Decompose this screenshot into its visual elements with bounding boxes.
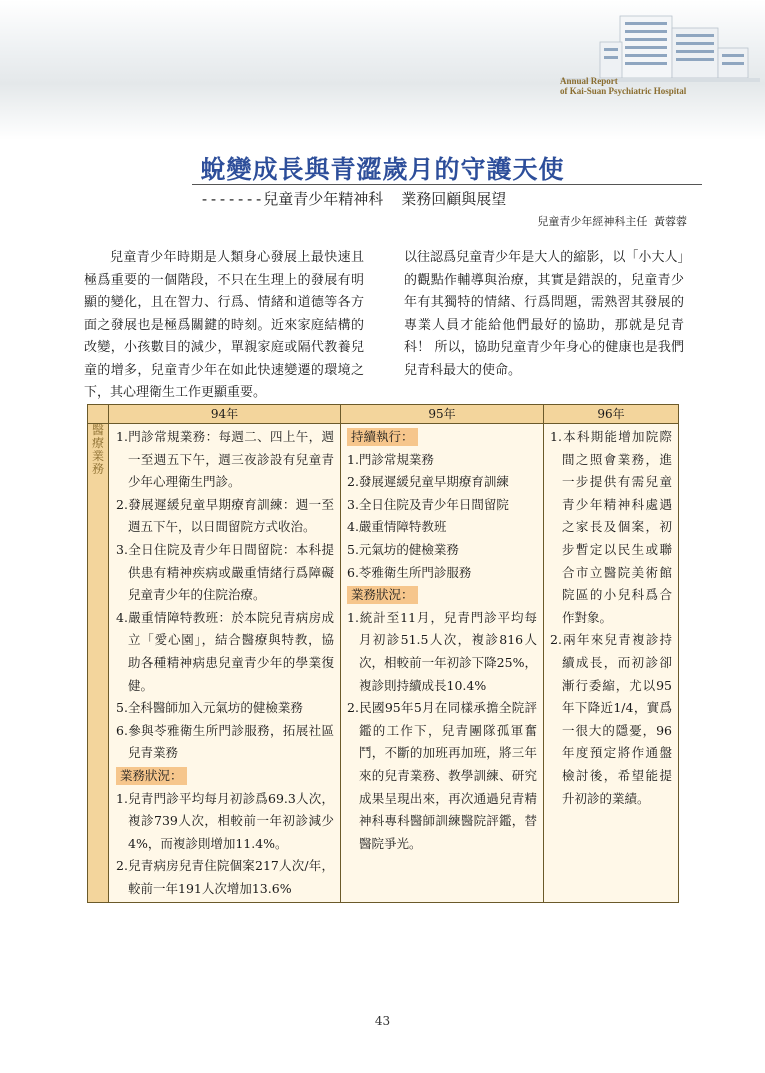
title-divider bbox=[192, 184, 702, 185]
table-header-row bbox=[88, 405, 679, 424]
list-item: 6.苓雅衛生所門診服務 bbox=[347, 564, 472, 580]
article-author: 兒童青少年經神科主任 黃蓉蓉 bbox=[537, 215, 687, 228]
list-item: 3.全日住院及青少年日間留院 bbox=[347, 496, 509, 512]
intro-paragraph-right: 以往認爲兒童青少年是大人的縮影，以「小大人」的觀點作輔導與治療，其實是錯誤的，兒童青少年有其獨特的情緒、行爲問題，需熟習其發展的專業人員才能給他們最好的協助，那就是兒青科！ 所以，協助兒童青少年身心的健康也是我們兒青科最大的使命。 bbox=[404, 250, 684, 378]
list-item: 2.發展遲緩兒童早期療育訓練：週一至週五下午，以日間留院方式收治。 bbox=[116, 496, 334, 535]
status-label-95: 業務狀況： bbox=[347, 586, 418, 604]
table-body-row bbox=[88, 424, 679, 903]
list-item: 1.統計至11月，兒青門診平均每月初診51.5人次，複診816人次，相較前一年初診下降25%，複診則持續成長10.4% bbox=[347, 609, 537, 693]
list-item: 1.門診常規業務 bbox=[347, 451, 434, 467]
column-95 bbox=[341, 424, 544, 903]
list-item: 4.嚴重情障特教班 bbox=[347, 519, 447, 535]
header-blank-cell bbox=[88, 405, 109, 424]
list-item: 6.參與苓雅衛生所門診服務，拓展社區兒青業務 bbox=[116, 722, 334, 761]
logo-line1: Annual Report bbox=[560, 76, 618, 86]
column-96 bbox=[544, 424, 679, 903]
list-item: 3.全日住院及青少年日間留院：本科提供患有精神疾病或嚴重情緒行爲障礙兒童青少年的住院治療。 bbox=[116, 541, 334, 603]
logo-line2: of Kai-Suan Psychiatric Hospital bbox=[560, 86, 687, 96]
list-item: 2.兩年來兒青複診持續成長，而初診卻漸行委縮，尤以95年下降近1/4，實爲一很大的隱憂，96年度預定將作通盤檢討後，希望能提升初診的業績。 bbox=[550, 632, 672, 806]
column-94 bbox=[109, 424, 341, 903]
status-label-94: 業務狀況： bbox=[116, 767, 187, 785]
section-label-text: 醫 療 業 務 bbox=[91, 423, 104, 476]
continue-label-95: 持續執行： bbox=[347, 428, 418, 446]
list-item: 5.全科醫師加入元氣坊的健檢業務 bbox=[116, 700, 303, 716]
header-95: 95年 bbox=[341, 405, 544, 424]
article-subtitle: -------兒童青少年精神科 業務回顧與展望 bbox=[200, 190, 507, 208]
annual-report-logo bbox=[560, 76, 686, 96]
service-review-table bbox=[87, 404, 679, 903]
list-item: 4.嚴重情障特教班：於本院兒青病房成立「愛心園」，結合醫療與特教，協助各種精神病患兒童青少年的學業復健。 bbox=[116, 609, 334, 693]
list-item: 1.本科期能增加院際間之照會業務，進一步提供有需兒童青少年精神科處遇之家長及個案，初步暫定以民生或聯合市立醫院美術館院區的小兒科爲合作對象。 bbox=[550, 429, 672, 625]
list-item: 2.兒青病房兒青住院個案217人次/年，較前一年191人次增加13.6% bbox=[116, 858, 334, 896]
intro-paragraph-left: 兒童青少年時期是人類身心發展上最快速且極爲重要的一個階段，不只在生理上的發展有明顯的變化，且在智力、行爲、情緒和道德等各方面之發展也是極爲關鍵的時刻。近來家庭結構的改變，小孩數目的減少，單親家庭或隔代教養兒童的增多，兒童青少年在如此快速變遷的環境之下，其心理衛生工作更顯重要。 bbox=[84, 250, 364, 400]
list-item: 1.兒青門診平均每月初診爲69.3人次，複診739人次，相較前一年初診減少4%，而複診則增加11.4%。 bbox=[116, 790, 334, 851]
list-item: 2.發展遲緩兒童早期療育訓練 bbox=[347, 474, 509, 490]
list-item: 1.門診常規業務：每週二、四上午，週一至週五下午，週三夜診設有兒童青少年心理衛生門診。 bbox=[116, 429, 334, 490]
header-96: 96年 bbox=[544, 405, 679, 424]
section-label-medical-services bbox=[88, 424, 109, 903]
page-number: 43 bbox=[374, 1014, 391, 1028]
article-title: 蛻變成長與青澀歲月的守護天使 bbox=[200, 155, 565, 184]
list-item: 5.元氣坊的健檢業務 bbox=[347, 541, 459, 557]
list-item: 2.民國95年5月在同樣承擔全院評鑑的工作下，兒青團隊孤軍奮鬥，不斷的加班再加班，將三年來的兒青業務、教學訓練、研究成果呈現出來，再次通過兒青精神科專科醫師訓練醫院評鑑，替醫院爭光。 bbox=[347, 700, 537, 851]
header-94: 94年 bbox=[109, 405, 341, 424]
